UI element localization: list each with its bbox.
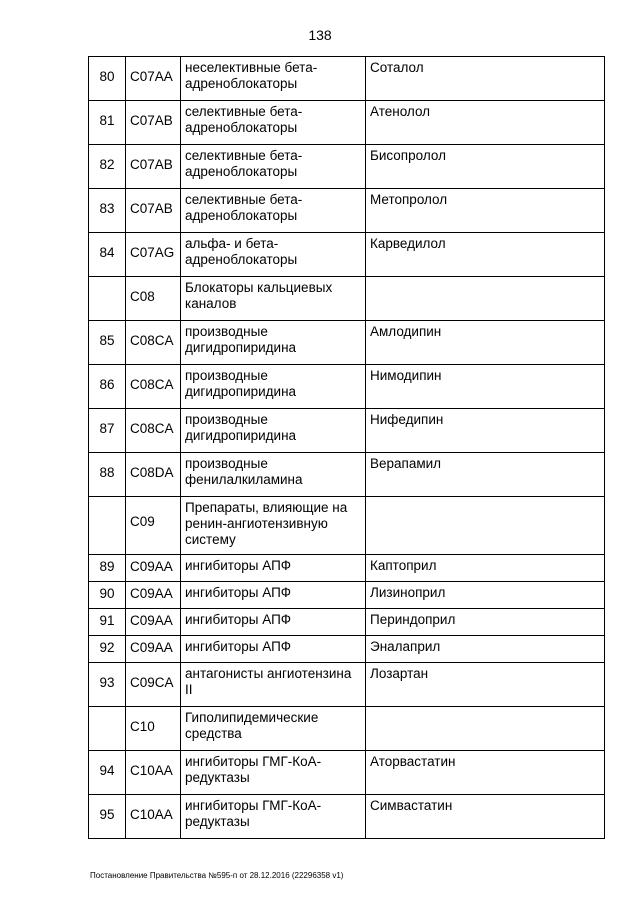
drug-name: Амлодипин (366, 321, 605, 365)
atc-code: C09AA (126, 582, 181, 609)
table-row (89, 57, 605, 101)
table-row (89, 555, 605, 582)
row-number: 87 (89, 409, 126, 453)
atc-code: C07AB (126, 101, 181, 145)
row-number: 89 (89, 555, 126, 582)
atc-code: C09 (126, 497, 181, 555)
row-number: 90 (89, 582, 126, 609)
drug-group: альфа- и бета-адреноблокаторы (181, 233, 366, 277)
row-number: 88 (89, 453, 126, 497)
drug-name: Нимодипин (366, 365, 605, 409)
drug-group: ингибиторы ГМГ-КоА-редуктазы (181, 795, 366, 839)
drug-group: селективные бета-адреноблокаторы (181, 189, 366, 233)
drug-name (366, 707, 605, 751)
row-number (89, 277, 126, 321)
drug-group: ингибиторы АПФ (181, 582, 366, 609)
atc-code: C09AA (126, 636, 181, 663)
drug-group: ингибиторы АПФ (181, 636, 366, 663)
row-number: 94 (89, 751, 126, 795)
page-number: 138 (308, 27, 332, 43)
row-number (89, 707, 126, 751)
drug-group: Препараты, влияющие на ренин-ангиотензивную систему (181, 497, 366, 555)
row-number: 93 (89, 663, 126, 707)
atc-code: C07AA (126, 57, 181, 101)
atc-code: C07AB (126, 145, 181, 189)
atc-code: C10AA (126, 751, 181, 795)
atc-code: C07AB (126, 189, 181, 233)
drug-name: Лизиноприл (366, 582, 605, 609)
row-number: 80 (89, 57, 126, 101)
atc-code: C09CA (126, 663, 181, 707)
drug-group: ингибиторы ГМГ-КоА-редуктазы (181, 751, 366, 795)
table-row (89, 233, 605, 277)
table-row (89, 453, 605, 497)
row-number: 83 (89, 189, 126, 233)
atc-code: C09AA (126, 609, 181, 636)
atc-code: C08CA (126, 409, 181, 453)
row-number: 92 (89, 636, 126, 663)
table-row (89, 751, 605, 795)
drug-name: Метопролол (366, 189, 605, 233)
drug-name: Лозартан (366, 663, 605, 707)
table-row (89, 409, 605, 453)
row-number: 85 (89, 321, 126, 365)
table-row (89, 497, 605, 555)
atc-code: C08CA (126, 365, 181, 409)
drug-group: селективные бета-адреноблокаторы (181, 101, 366, 145)
drug-table (88, 56, 605, 839)
table-row (89, 707, 605, 751)
atc-code: C10 (126, 707, 181, 751)
atc-code: C08DA (126, 453, 181, 497)
drug-group: Блокаторы кальциевых каналов (181, 277, 366, 321)
drug-name (366, 277, 605, 321)
table-row (89, 321, 605, 365)
drug-group: неселективные бета-адреноблокаторы (181, 57, 366, 101)
drug-group: Гиполипидемические средства (181, 707, 366, 751)
drug-name: Бисопролол (366, 145, 605, 189)
drug-name: Симвастатин (366, 795, 605, 839)
table-row (89, 636, 605, 663)
row-number: 95 (89, 795, 126, 839)
drug-name: Периндоприл (366, 609, 605, 636)
drug-group: ингибиторы АПФ (181, 609, 366, 636)
table-row (89, 582, 605, 609)
drug-name: Карведилол (366, 233, 605, 277)
table-row (89, 609, 605, 636)
atc-code: C08CA (126, 321, 181, 365)
atc-code: C10AA (126, 795, 181, 839)
drug-name: Эналаприл (366, 636, 605, 663)
row-number: 81 (89, 101, 126, 145)
drug-group: производные дигидропиридина (181, 321, 366, 365)
table-row (89, 365, 605, 409)
footer-note: Постановление Правительства №595-п от 28.12.2016 (22296358 v1) (90, 871, 344, 880)
drug-name: Каптоприл (366, 555, 605, 582)
table-row (89, 277, 605, 321)
drug-name: Соталол (366, 57, 605, 101)
table-row (89, 145, 605, 189)
drug-group: производные дигидропиридина (181, 409, 366, 453)
drug-name: Нифедипин (366, 409, 605, 453)
drug-group: производные дигидропиридина (181, 365, 366, 409)
row-number: 84 (89, 233, 126, 277)
table-row (89, 663, 605, 707)
table-row (89, 795, 605, 839)
table-row (89, 101, 605, 145)
row-number: 91 (89, 609, 126, 636)
drug-name: Аторвастатин (366, 751, 605, 795)
row-number: 86 (89, 365, 126, 409)
atc-code: C07AG (126, 233, 181, 277)
atc-code: C08 (126, 277, 181, 321)
row-number (89, 497, 126, 555)
row-number: 82 (89, 145, 126, 189)
drug-group: антагонисты ангиотензина II (181, 663, 366, 707)
atc-code: C09AA (126, 555, 181, 582)
drug-group: селективные бета-адреноблокаторы (181, 145, 366, 189)
table-row (89, 189, 605, 233)
drug-group: производные фенилалкиламина (181, 453, 366, 497)
drug-name (366, 497, 605, 555)
drug-name: Верапамил (366, 453, 605, 497)
drug-group: ингибиторы АПФ (181, 555, 366, 582)
drug-name: Атенолол (366, 101, 605, 145)
